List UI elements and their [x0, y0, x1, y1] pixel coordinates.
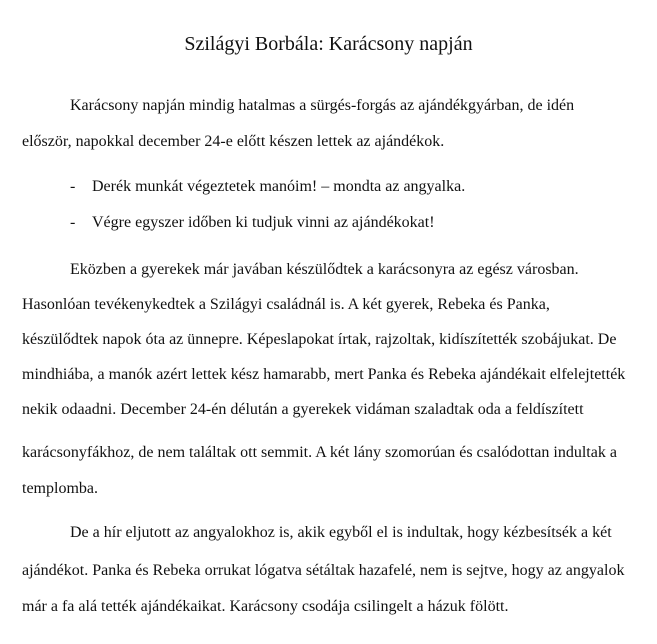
- paragraph-3-line-2: ajándékot. Panka és Rebeka orrukat lógatva sétáltak hazafelé, nem is sejtve, hogy az angyalok: [22, 562, 625, 579]
- paragraph-2-line-4: mindhiába, a manók azért lettek kész hamarabb, mert Panka és Rebeka ajándékait elfelejtették: [22, 366, 626, 383]
- paragraph-3-line-3: már a fa alá tették ajándékaikat. Karácsony csodája csilingelt a házuk fölött.: [22, 598, 509, 615]
- paragraph-2-line-2: Hasonlóan tevékenykedtek a Szilágyi családnál is. A két gyerek, Rebeka és Panka,: [22, 296, 550, 313]
- paragraph-2-line-6: karácsonyfákhoz, de nem találtak ott semmit. A két lány szomorúan és csalódottan indultak a: [22, 444, 617, 461]
- paragraph-2-line-7: templomba.: [22, 480, 98, 497]
- paragraph-1-line-1: Karácsony napján mindig hatalmas a sürgés-forgás az ajándékgyárban, de idén: [70, 97, 575, 114]
- dialogue-dash: -: [70, 178, 76, 195]
- document-title: Szilágyi Borbála: Karácsony napján: [184, 33, 473, 55]
- dialogue-line-2: Végre egyszer időben ki tudjuk vinni az ajándékokat!: [92, 214, 435, 231]
- dialogue-line-1: Derék munkát végeztetek manóim! – mondta az angyalka.: [92, 178, 466, 195]
- dialogue-dash: -: [70, 214, 76, 231]
- paragraph-2-line-1: Eközben a gyerekek már javában készülődtek a karácsonyra az egész városban.: [70, 261, 579, 278]
- paragraph-2-line-5: nekik odaadni. December 24-én délután a gyerekek vidáman szaladtak oda a feldíszített: [22, 401, 584, 418]
- paragraph-3-line-1: De a hír eljutott az angyalokhoz is, akik egyből el is indultak, hogy kézbesítsék a két: [70, 524, 612, 541]
- paragraph-1-line-2: először, napokkal december 24-e előtt készen lettek az ajándékok.: [22, 133, 445, 150]
- paragraph-2-line-3: készülődtek napok óta az ünnepre. Képeslapokat írtak, rajzoltak, kidíszítették szobájukat. De: [22, 331, 617, 348]
